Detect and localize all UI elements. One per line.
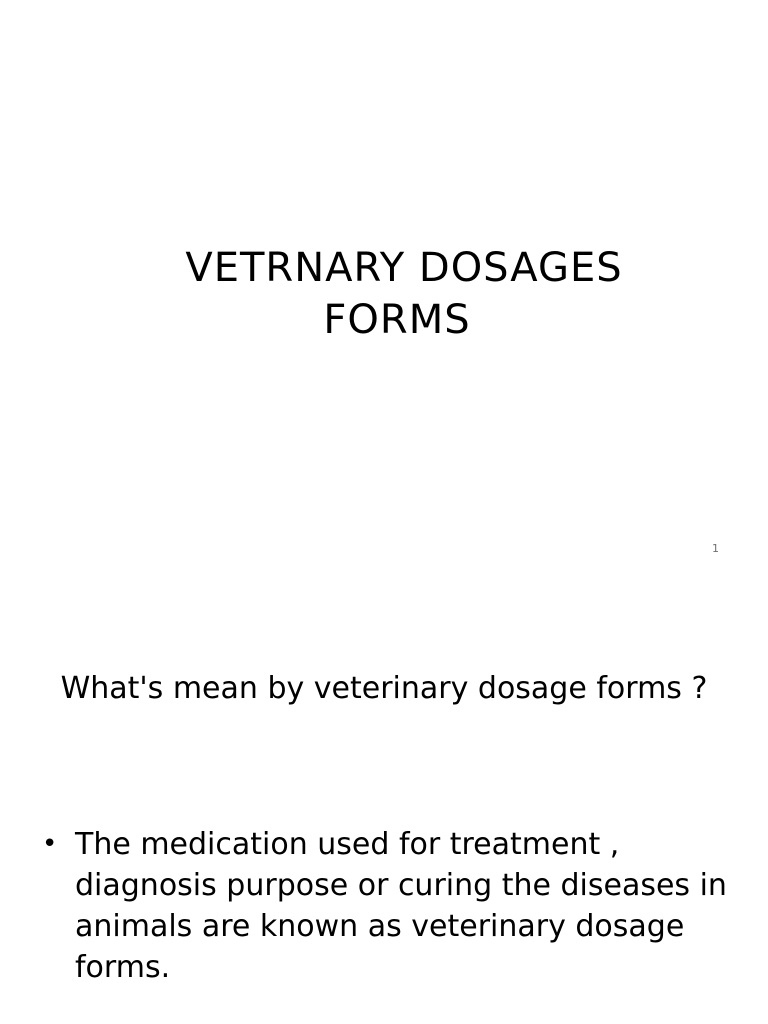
bullet-icon: • [42, 829, 58, 859]
bullet-list [40, 824, 730, 988]
slide-title-line-2: FORMS [323, 297, 471, 343]
slide-title [0, 242, 768, 346]
bullet-text: The medication used for treatment , diagnosis purpose or curing the diseases in animals are known as veterinary dosage forms. [75, 827, 727, 985]
page-number: 1 [712, 542, 719, 555]
bullet-item [40, 824, 730, 988]
slide-title: What's mean by veterinary dosage forms ? [60, 671, 708, 706]
slide-title-line-1: VETRNARY DOSAGES [185, 245, 623, 291]
slide-2 [0, 576, 768, 1024]
